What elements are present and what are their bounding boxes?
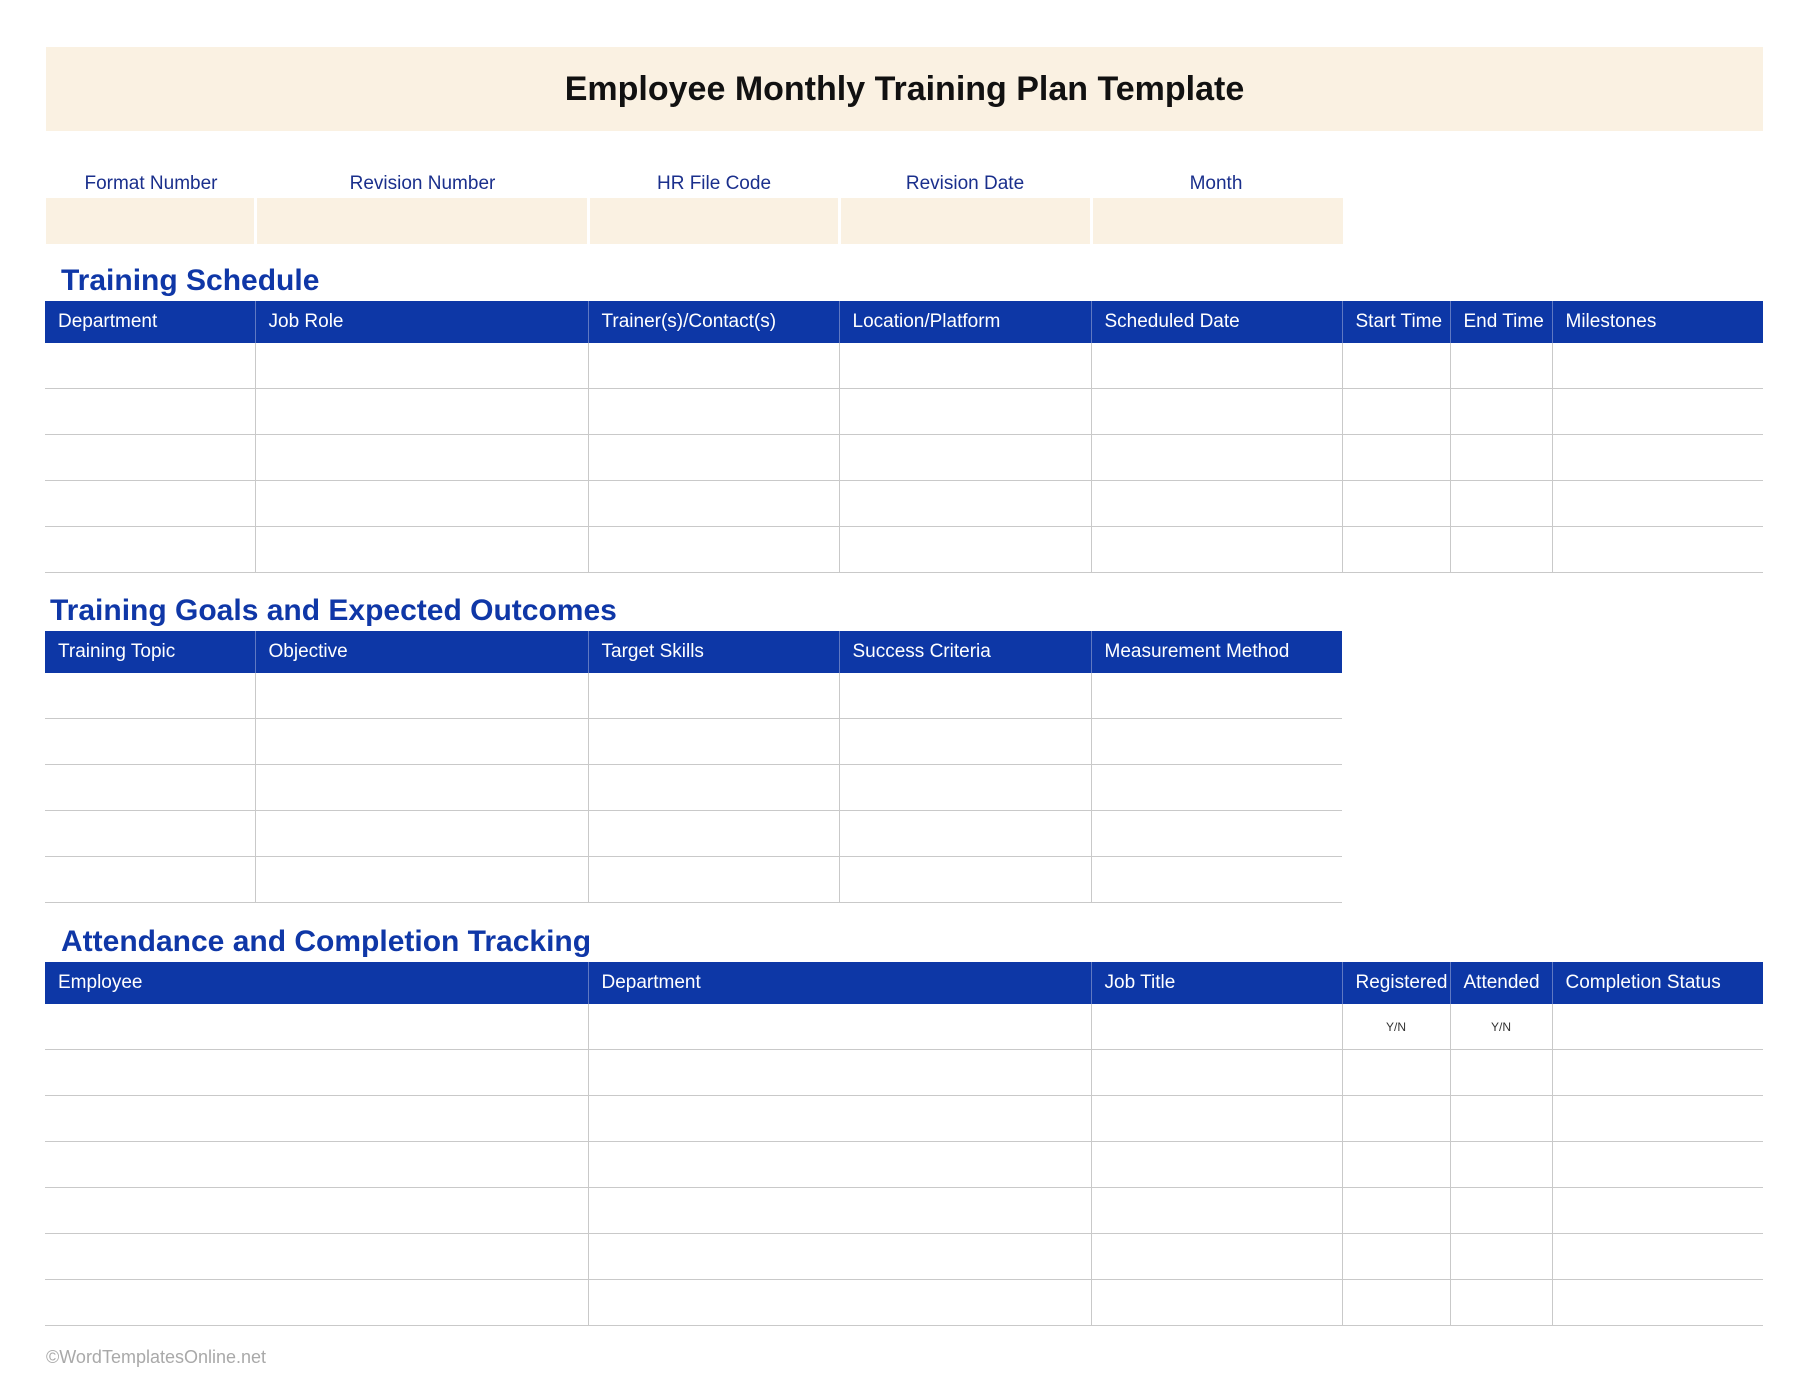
col-objective: Objective [255,631,588,673]
month-label: Month [1189,173,1243,194]
table-cell[interactable] [1342,1234,1450,1280]
table-cell[interactable] [255,765,588,811]
table-row [45,1234,1763,1280]
table-cell[interactable] [1450,1280,1552,1326]
table-cell[interactable] [588,1096,1091,1142]
revision-number-label: Revision Number [349,173,496,194]
table-cell[interactable] [255,719,588,765]
registered-cell[interactable]: Y/N [1342,1004,1450,1050]
table-cell[interactable] [1342,389,1450,435]
goals-header-row [45,631,1342,673]
table-row [45,435,1763,481]
table-cell[interactable] [45,435,255,481]
attendance-header-row [45,962,1763,1004]
table-cell[interactable] [1091,1280,1342,1326]
title-banner [46,47,1763,131]
table-cell[interactable] [1091,435,1342,481]
table-cell[interactable] [1450,1142,1552,1188]
table-cell[interactable] [255,481,588,527]
col-trainers: Trainer(s)/Contact(s) [588,301,839,343]
table-cell[interactable] [1450,389,1552,435]
table-cell[interactable] [45,765,255,811]
revision-date-field[interactable] [841,198,1090,244]
table-cell[interactable] [255,435,588,481]
table-cell[interactable] [588,857,839,903]
revision-number-field[interactable] [257,198,587,244]
hr-file-code-field[interactable] [590,198,838,244]
table-row [45,527,1763,573]
col-milestones: Milestones [1552,301,1763,343]
table-row [45,673,1342,719]
table-cell[interactable] [255,811,588,857]
training-schedule-title: Training Schedule [61,264,320,297]
table-cell[interactable] [1552,527,1763,573]
training-goals-title: Training Goals and Expected Outcomes [50,594,617,627]
table-cell[interactable] [1342,435,1450,481]
table-cell[interactable] [1552,1096,1763,1142]
format-number-label: Format Number [84,173,218,194]
table-cell[interactable] [839,857,1091,903]
table-cell[interactable] [839,765,1091,811]
table-cell[interactable] [255,389,588,435]
table-cell[interactable] [588,527,839,573]
table-row [45,1096,1763,1142]
attended-cell[interactable]: Y/N [1450,1004,1552,1050]
page-title: Employee Monthly Training Plan Template [564,69,1245,108]
table-cell[interactable] [1091,1096,1342,1142]
col-target-skills: Target Skills [588,631,839,673]
table-cell[interactable] [1342,481,1450,527]
table-cell[interactable] [45,857,255,903]
attendance-title: Attendance and Completion Tracking [61,925,592,958]
col-start-time: Start Time [1342,301,1450,343]
col-training-topic: Training Topic [45,631,255,673]
table-cell[interactable] [1450,1188,1552,1234]
table-cell[interactable] [1552,1188,1763,1234]
revision-date-label: Revision Date [905,173,1025,194]
table-cell[interactable] [588,389,839,435]
attendance-table [45,962,1763,1326]
table-cell[interactable] [45,1142,588,1188]
table-cell[interactable] [839,389,1091,435]
col-success-criteria: Success Criteria [839,631,1091,673]
table-cell[interactable] [45,1280,588,1326]
table-cell[interactable] [1091,857,1342,903]
table-cell[interactable] [588,673,839,719]
table-cell[interactable] [45,1234,588,1280]
table-cell[interactable] [1450,527,1552,573]
table-cell[interactable] [588,1280,1091,1326]
format-number-field[interactable] [46,198,254,244]
table-cell[interactable] [1450,435,1552,481]
table-cell[interactable] [1450,481,1552,527]
table-cell[interactable] [588,765,839,811]
copyright-footer: ©WordTemplatesOnline.net [46,1347,267,1367]
table-cell[interactable] [1342,1050,1450,1096]
table-cell[interactable] [1342,343,1450,389]
table-cell[interactable] [839,811,1091,857]
table-cell[interactable] [45,719,255,765]
table-cell[interactable] [1450,1234,1552,1280]
table-cell[interactable] [1342,1142,1450,1188]
table-cell[interactable] [1552,1280,1763,1326]
col-completion-status: Completion Status [1552,962,1763,1004]
table-cell[interactable] [1091,765,1342,811]
table-cell[interactable] [1091,343,1342,389]
table-cell[interactable] [45,1188,588,1234]
department-cell[interactable] [588,1004,1091,1050]
table-cell[interactable] [1091,1050,1342,1096]
table-cell[interactable] [255,673,588,719]
table-cell[interactable] [45,389,255,435]
table-cell[interactable] [1450,1096,1552,1142]
table-row [45,1004,1763,1050]
table-row [45,765,1342,811]
table-cell[interactable] [45,481,255,527]
table-row [45,857,1342,903]
col-job-role: Job Role [255,301,588,343]
table-cell[interactable] [255,343,588,389]
col-employee: Employee [45,962,588,1004]
table-cell[interactable] [45,527,255,573]
table-cell[interactable] [1552,389,1763,435]
table-cell[interactable] [1342,1280,1450,1326]
table-cell[interactable] [1342,1188,1450,1234]
col-registered: Registered [1342,962,1450,1004]
meta-fields [46,198,1346,244]
goals-body [45,673,1342,903]
table-cell[interactable] [839,719,1091,765]
table-row [45,811,1342,857]
table-cell[interactable] [839,435,1091,481]
table-row [45,343,1763,389]
col-measurement-method: Measurement Method [1091,631,1342,673]
table-row [45,719,1342,765]
month-field[interactable] [1093,198,1343,244]
table-row [45,1188,1763,1234]
table-cell[interactable] [1091,481,1342,527]
table-cell[interactable] [1091,811,1342,857]
table-cell[interactable] [45,343,255,389]
table-cell[interactable] [45,1096,588,1142]
table-cell[interactable] [1552,1050,1763,1096]
table-cell[interactable] [1552,481,1763,527]
meta-labels [46,171,1341,197]
table-cell[interactable] [1552,343,1763,389]
table-cell[interactable] [588,1188,1091,1234]
table-cell[interactable] [1342,1096,1450,1142]
table-cell[interactable] [839,343,1091,389]
table-cell[interactable] [1091,719,1342,765]
table-cell[interactable] [255,527,588,573]
table-cell[interactable] [45,673,255,719]
table-row [45,1050,1763,1096]
table-cell[interactable] [588,811,839,857]
table-cell[interactable] [1552,435,1763,481]
table-cell[interactable] [45,811,255,857]
col-end-time: End Time [1450,301,1552,343]
table-cell[interactable] [1091,527,1342,573]
hr-file-code-label: HR File Code [656,173,772,194]
col-attended: Attended [1450,962,1552,1004]
table-cell[interactable] [588,1234,1091,1280]
col-department: Department [45,301,255,343]
table-cell[interactable] [588,1142,1091,1188]
table-cell[interactable] [1091,1142,1342,1188]
table-cell[interactable] [588,1050,1091,1096]
table-cell[interactable] [1552,1142,1763,1188]
col-job-title: Job Title [1091,962,1342,1004]
table-cell[interactable] [45,1050,588,1096]
table-cell[interactable] [588,481,839,527]
schedule-body [45,343,1763,573]
table-cell[interactable] [588,343,839,389]
col-location: Location/Platform [839,301,1091,343]
table-cell[interactable] [1091,389,1342,435]
table-cell[interactable] [1091,673,1342,719]
table-cell[interactable] [1091,1234,1342,1280]
table-cell[interactable] [839,481,1091,527]
training-goals-table [45,631,1342,903]
table-row [45,481,1763,527]
table-cell[interactable] [588,719,839,765]
table-cell[interactable] [255,857,588,903]
table-cell[interactable] [1342,527,1450,573]
schedule-header-row [45,301,1763,343]
table-cell[interactable] [1091,1188,1342,1234]
attendance-body [45,1004,1763,1326]
table-row [45,389,1763,435]
table-cell[interactable] [839,527,1091,573]
col-department: Department [588,962,1091,1004]
completion-status-cell[interactable] [1552,1004,1763,1050]
col-scheduled-date: Scheduled Date [1091,301,1342,343]
employee-cell[interactable] [45,1004,588,1050]
table-row [45,1142,1763,1188]
table-cell[interactable] [1552,1234,1763,1280]
job-title-cell[interactable] [1091,1004,1342,1050]
training-schedule-table [45,301,1763,573]
table-row [45,1280,1763,1326]
table-cell[interactable] [1450,343,1552,389]
table-cell[interactable] [839,673,1091,719]
table-cell[interactable] [1450,1050,1552,1096]
table-cell[interactable] [588,435,839,481]
